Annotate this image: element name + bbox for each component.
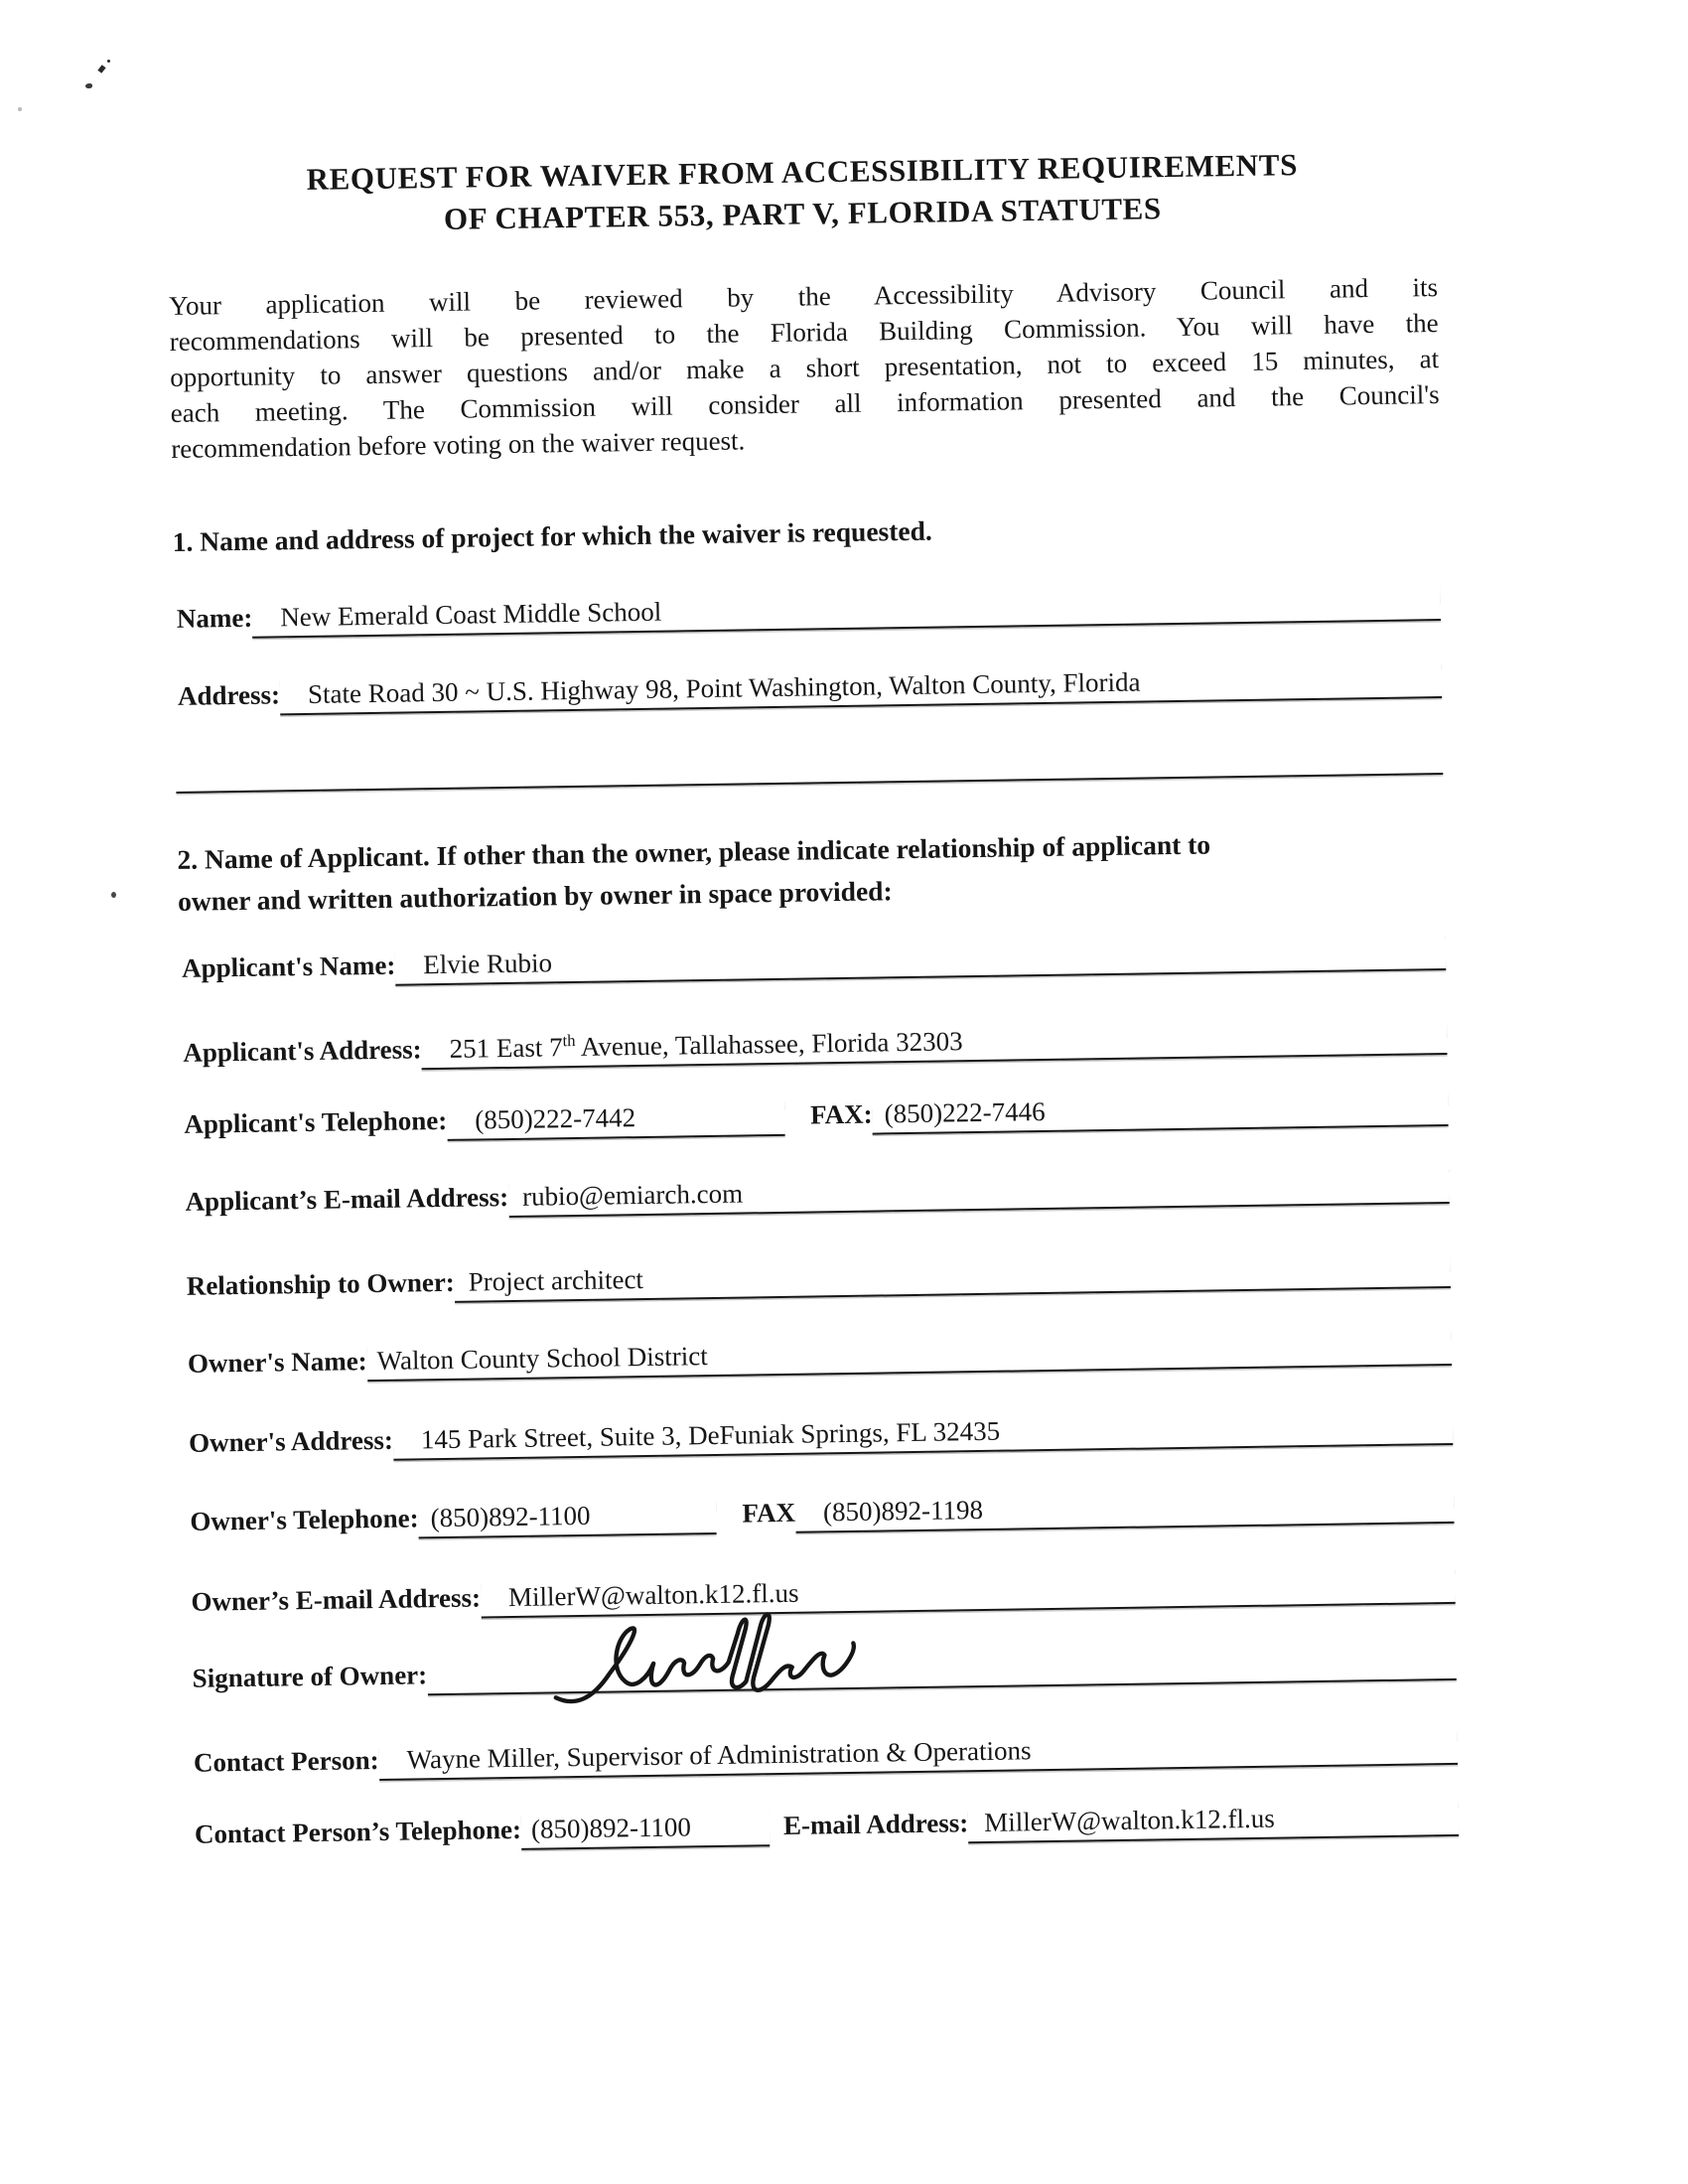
contact-person-label: Contact Person:: [193, 1745, 379, 1778]
intro-line: opportunity to answer questions and/or make a short presentation, not to exceed 15 minutes, at: [170, 344, 1440, 392]
applicant-phone-label: Applicant's Telephone:: [184, 1104, 448, 1139]
owner-signature-label: Signature of Owner:: [192, 1660, 428, 1693]
applicant-phone-value: (850)222-7442: [474, 1102, 636, 1135]
relationship-row: [186, 1240, 1451, 1307]
owner-email-value: MillerW@walton.k12.fl.us: [507, 1577, 799, 1613]
document-title-line1: REQUEST FOR WAIVER FROM ACCESSIBILITY REQUIREMENTS: [306, 147, 1299, 197]
owner-email-label: Owner’s E-mail Address:: [191, 1582, 482, 1617]
owner-name-row: [188, 1318, 1453, 1384]
project-name-label: Name:: [176, 602, 253, 634]
contact-person-row: [194, 1717, 1459, 1784]
contact-phone-label: Contact Person’s Telephone:: [194, 1814, 522, 1849]
contact-person-line: [378, 1729, 1458, 1781]
document-title-line2: OF CHAPTER 553, PART V, FLORIDA STATUTES: [443, 191, 1163, 236]
intro-line: recommendations will be presented to the Florida Building Commission. You will have the: [169, 308, 1439, 357]
project-name-value: New Emerald Coast Middle School: [280, 596, 662, 633]
intro-line: Your application will be reviewed by the Accessibility Advisory Council and its: [168, 272, 1439, 321]
owner-phone-value: (850)892-1100: [430, 1500, 591, 1533]
applicant-email-row: [185, 1156, 1450, 1223]
contact-email-label: E-mail Address:: [782, 1808, 969, 1840]
applicant-address-value-sup: th: [562, 1031, 576, 1051]
section2-heading-line2: owner and written authorization by owner in space provided:: [177, 875, 893, 917]
applicant-phone-line: [447, 1100, 784, 1141]
relationship-label: Relationship to Owner:: [186, 1266, 456, 1301]
owner-fax-line: [795, 1488, 1455, 1533]
owner-fax-value: (850)892-1198: [822, 1494, 984, 1528]
project-address-value: State Road 30 ~ U.S. Highway 98, Point Washington, Walton County, Florida: [307, 666, 1141, 709]
contact-email-line: [968, 1801, 1459, 1843]
applicant-address-row: [183, 1007, 1448, 1074]
project-address-continuation-line: [176, 773, 1443, 794]
intro-line: recommendation before voting on the waiver request.: [171, 425, 746, 464]
applicant-address-value-pre: 251 East 7: [449, 1032, 563, 1064]
applicant-email-value: rubio@emiarch.com: [521, 1178, 744, 1212]
intro-paragraph: [169, 269, 1441, 467]
project-name-row: [176, 573, 1441, 640]
document-title: [170, 142, 1435, 244]
project-name-line: [252, 585, 1441, 639]
applicant-address-label: Applicant's Address:: [183, 1034, 422, 1068]
owner-name-value: Walton County School District: [376, 1341, 708, 1377]
applicant-fax-label: FAX:: [809, 1098, 873, 1130]
section1-heading: 1. Name and address of project for which the waiver is requested.: [172, 514, 932, 557]
contact-phone-value: (850)892-1100: [530, 1812, 692, 1844]
owner-name-label: Owner's Name:: [187, 1346, 367, 1379]
relationship-line: [455, 1252, 1451, 1303]
applicant-phone-row: [184, 1079, 1449, 1145]
owner-address-row: [189, 1397, 1454, 1464]
owner-fax-label: FAX: [742, 1497, 796, 1529]
owner-phone-line: [418, 1499, 717, 1538]
applicant-fax-value: (850)222-7446: [884, 1095, 1046, 1129]
project-address-label: Address:: [177, 679, 281, 711]
applicant-name-row: [182, 923, 1447, 989]
applicant-fax-line: [872, 1091, 1448, 1135]
owner-address-line: [393, 1409, 1454, 1461]
owner-phone-row: [190, 1476, 1455, 1542]
applicant-email-line: [508, 1168, 1450, 1218]
applicant-name-label: Applicant's Name:: [181, 949, 396, 983]
contact-phone-row: [195, 1789, 1460, 1855]
owner-name-line: [366, 1330, 1452, 1382]
contact-email-value: MillerW@walton.k12.fl.us: [983, 1803, 1275, 1837]
applicant-name-line: [395, 935, 1446, 986]
contact-person-value: Wayne Miller, Supervisor of Administration & Operations: [406, 1735, 1032, 1775]
intro-line: each meeting. The Commission will consider all information presented and the Council's: [170, 379, 1440, 428]
applicant-email-label: Applicant’s E-mail Address:: [185, 1182, 509, 1217]
applicant-name-value: Elvie Rubio: [423, 947, 553, 980]
owner-phone-label: Owner's Telephone:: [190, 1503, 419, 1536]
contact-phone-line: [521, 1811, 771, 1850]
applicant-address-line: [421, 1018, 1447, 1070]
relationship-value: Project architect: [468, 1264, 644, 1297]
project-address-row: [178, 651, 1443, 717]
applicant-address-value: [421, 1026, 962, 1064]
section2-heading-line1: 2. Name of Applicant. If other than the owner, please indicate relationship of applicant to: [177, 828, 1211, 875]
owner-address-label: Owner's Address:: [188, 1424, 394, 1458]
project-address-line: [280, 662, 1442, 715]
owner-signature-handwriting: [549, 1609, 858, 1715]
owner-address-value: 145 Park Street, Suite 3, DeFuniak Springs, FL 32435: [420, 1415, 1001, 1455]
owner-email-line: [481, 1568, 1456, 1619]
applicant-address-value-post: Avenue, Tallahassee, Florida 32303: [575, 1026, 963, 1063]
